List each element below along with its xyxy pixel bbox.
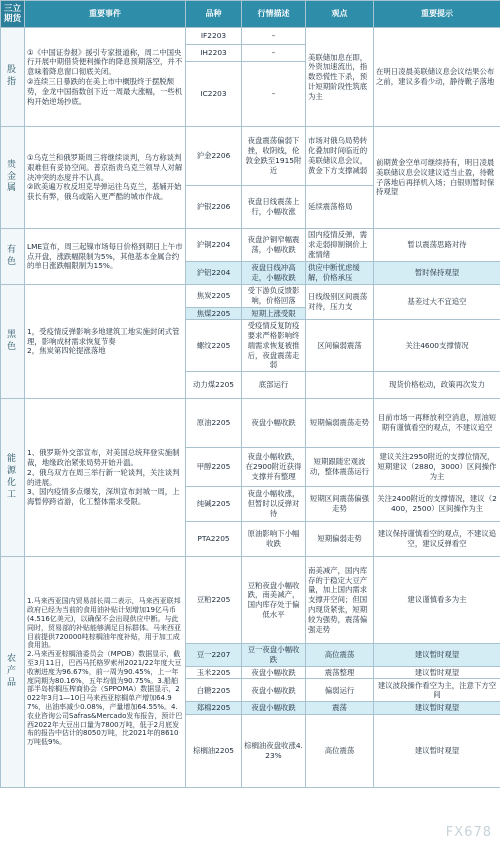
product-sc: 原油2205 (186, 399, 242, 448)
product-m: 豆粕2205 (186, 557, 242, 644)
product-ma: 甲醇2205 (186, 448, 242, 487)
view-sr: 偏弱运行 (306, 679, 374, 702)
tip-sc: 目前市场一再释放利空消息，原油短期有谨慎看空的观点，不建议追空 (374, 399, 500, 448)
product-rb: 螺纹2205 (186, 320, 242, 372)
view-cu: 国内疫情反弹，需求走弱抑制铜价上涨情绪 (306, 229, 374, 262)
market-p: 棕榈油夜盘收涨4.23% (242, 715, 306, 788)
watermark: FX678 (445, 825, 492, 840)
category-black: 黑 色 (1, 285, 25, 399)
tip-p: 建议暂时观望 (374, 715, 500, 788)
market-au: 夜盘震荡偏弱下挫，收阴线，伦敦金跌至1915附近 (242, 127, 306, 186)
precious-tip: 前期黄金空单可继续持有，明日凌晨美联储议息会议建议适当止盈，待靴子落地后再择机入场；白银则暂时保持观望 (374, 127, 500, 229)
category-energy: 能 源 化 工 (1, 399, 25, 557)
view-au: 市场对俄乌局势转化叠加时间临近的美联储议息会议，黄金下方支撑减弱 (306, 127, 374, 186)
stock-tip: 在明日凌晨美联储议息会议结果公布之前，建议多看少动，静待靴子落地 (374, 28, 500, 127)
header-market: 行情描述 (242, 1, 306, 28)
tip-c: 建议暂时观望 (374, 666, 500, 679)
product-j: 焦炭2205 (186, 285, 242, 308)
market-ag: 夜盘日线震荡上行，小幅收涨 (242, 186, 306, 229)
product-cf: 郑棉2205 (186, 702, 242, 715)
market-zc: 底部运行 (242, 372, 306, 399)
precious-events: ①乌克兰和俄罗斯周三将继续谈判，乌方称谈判艰难但有妥协空间。普京指责乌克兰领导人对解决冲突的态度并不认真。 ②欧美遍万枚反坦克导弹运往乌克兰，基辅开始获长有弊，俄乌或陷入更严酷的城市作战。 (25, 127, 186, 229)
black-events: 1，受疫情反弹影响多地建筑工地实施封闭式管理，影响成材需求恢复节奏 2，焦炭第四轮提涨落地 (25, 285, 186, 399)
market-cu: 夜盘沪铜窄幅震荡，小幅收跌 (242, 229, 306, 262)
product-zc: 动力煤2205 (186, 372, 242, 399)
view-p: 高位震荡 (306, 715, 374, 788)
product-jm: 焦煤2205 (186, 307, 242, 320)
market-j: 受下游负反馈影响，价格回落 (242, 285, 306, 308)
tip-rb: 关注4600支撑情况 (374, 320, 500, 372)
market-rb: 受疫情反复防疫要求严格影响终端需求恢复被推后，夜盘震荡走弱 (242, 320, 306, 372)
product-if: IF2203 (186, 28, 242, 45)
product-c: 玉米2205 (186, 666, 242, 679)
category-stock: 股 指 (1, 28, 25, 127)
view-j: 日线级别区间震荡对待，压力支 (306, 285, 374, 320)
view-m: 南美减产，国内库存的于稳定大豆产量，加上国内需求支撑开空间；但国内现货紧张，短期较为强势，震荡偏强走势 (306, 557, 374, 644)
product-ih: IH2203 (186, 45, 242, 62)
view-cf: 震荡 (306, 702, 374, 715)
view-sa: 短期区间震荡偏强走势 (306, 487, 374, 522)
tip-ma: 建议关注2950附近的支撑位情况，短期建议（2880，3000）区间操作为主 (374, 448, 500, 487)
market-ta: 原油影响下小幅收跌 (242, 522, 306, 557)
category-precious: 贵 金 属 (1, 127, 25, 229)
market-c: 夜盘小幅收跌 (242, 666, 306, 679)
header-tip: 重要提示 (374, 1, 500, 28)
view-zc (306, 372, 374, 399)
energy-row-1 (1, 399, 500, 448)
tip-m: 建议谨慎看多为主 (374, 557, 500, 644)
market-m: 豆粕夜盘小幅收跌，南美减产，国内库存处于偏低水平 (242, 557, 306, 644)
category-agri: 农 产 品 (1, 557, 25, 788)
header-view: 观点 (306, 1, 374, 28)
view-sc: 短期偏弱震荡走势 (306, 399, 374, 448)
product-cu: 沪铜2204 (186, 229, 242, 262)
tip-zc: 现货价格松动，政策再次发力 (374, 372, 500, 399)
market-jm: 短期上涨受限 (242, 307, 306, 320)
product-sa: 纯碱2205 (186, 487, 242, 522)
view-al: 供应中断忧虑缓解，价格承压 (306, 262, 374, 285)
view-a: 高位震荡 (306, 644, 374, 667)
nonferrous-row-1 (1, 229, 500, 262)
black-row-1 (1, 285, 500, 308)
precious-row-1 (1, 127, 500, 186)
tip-a: 建议暂时观望 (374, 644, 500, 667)
market-al: 夜盘日线冲高走，小幅收跌 (242, 262, 306, 285)
market-sr: 夜盘小幅收跌 (242, 679, 306, 702)
market-if: – (242, 28, 306, 45)
header-event: 重要事件 (25, 1, 186, 28)
tip-ta: 建议保持谨慎看空的观点，不建议追空，建议反弹看空 (374, 522, 500, 557)
market-a: 豆一夜盘小幅收跌 (242, 644, 306, 667)
stock-row-1 (1, 28, 500, 45)
header-row (1, 1, 500, 28)
view-rb: 区间偏弱震荡 (306, 320, 374, 372)
tip-sa: 关注2400附近的支撑情况，建议（2400，2500）区间操作为主 (374, 487, 500, 522)
agri-row-1 (1, 557, 500, 644)
tip-cf: 建议暂时观望 (374, 702, 500, 715)
tip-cu: 暂以震荡思路对待 (374, 229, 500, 262)
product-ta: PTA2205 (186, 522, 242, 557)
nonferrous-events: LME宣布，周三起镍市场每日价格到期日上午市点开盘，涨跌幅限制为5%，其他基本金属合约的单日涨跌幅限制为15%。 (25, 229, 186, 285)
view-ma: 短期跟随宏观波动，整体震荡运行 (306, 448, 374, 487)
header-product: 品种 (186, 1, 242, 28)
view-ag: 延续震荡格局 (306, 186, 374, 229)
market-sc: 夜盘小幅收跌 (242, 399, 306, 448)
view-c: 震荡整理 (306, 666, 374, 679)
product-ic: IC2203 (186, 62, 242, 127)
tip-al: 暂时保持观望 (374, 262, 500, 285)
product-au: 沪金2206 (186, 127, 242, 186)
market-sa: 夜盘小幅收涨，但暂时以反弹对待 (242, 487, 306, 522)
view-ta: 短期偏弱走势 (306, 522, 374, 557)
product-sr: 白糖2205 (186, 679, 242, 702)
market-ic: – (242, 62, 306, 127)
product-ag: 沪银2206 (186, 186, 242, 229)
category-nonferrous: 有 色 (1, 229, 25, 285)
market-ma: 夜盘小幅收跌，在2900附近获得支撑并有整理 (242, 448, 306, 487)
tip-sr: 建议波段操作看空为主，注意下方空间 (374, 679, 500, 702)
stock-events: ①《中国证券报》援引专家报道称，周二中国央行开展中期借贷便利操作的降息预期落空，并不意味着降息窗口彻底关闭。 ②连续三日暴跌的在美上市中概股终于摆脱颓势，金龙中国指数创下近一周最大涨幅，一些机构开始逆场抄底。 (25, 28, 186, 127)
product-a: 豆一2207 (186, 644, 242, 667)
product-al: 沪铝2204 (186, 262, 242, 285)
product-p: 棕榈油2205 (186, 715, 242, 788)
tip-j: 基差过大不宜追空 (374, 285, 500, 320)
market-ih: – (242, 45, 306, 62)
logo: 三立 期货 (1, 1, 25, 28)
agri-events: 1.马来西亚国内贸易部长周二表示，马来西亚联邦政府已经为当前的食用油补贴计划增加19亿马币(4.516亿美元)，以确保不会出现供应中断。与此同时，贸易部的补贴能够满足目标群体。马来西亚目前提供720000吨棕榈油年度补贴，用于加工成食用油。 2.马来西亚棕榈油委员会（MPOB）数据显示，截至3月11日，巴西马托格罗索州2021/22年度大豆收割进度为96.67%，前一周为90.45%，上一年度同期为80.16%，五年均值为90.75%。3.船舶部半岛棕榈压榨商协会（SPPOMA）数据显示，2022年3月1—10日马来西亚棕榈单产增加64.97%，出油率减少0.08%，产量增加64.55%。4.农业咨询公司Safras&Mercado发布报告，预计巴西2022年大豆出口量为7800万吨，低于2月底发布的报告中估计的8050万吨，比2021年的8610万吨低9%。 (25, 557, 186, 788)
stock-view: 美联储加息在即，外资加速流出，指数恐慌性下杀，预计短期阶段性筑底为主 (306, 28, 374, 127)
market-cf: 夜盘小幅收跌 (242, 702, 306, 715)
energy-events: 1、俄罗斯外交部宣布，对美国总统拜登实施制裁，地缘政治紧张局势开始升温。 2、俄乌双方在周三举行新一轮谈判，关注谈判的进展。 3、国内疫情多点爆发，深圳宣布封城一周，上海暂停跨省游，化工整体需求受限。 (25, 399, 186, 557)
